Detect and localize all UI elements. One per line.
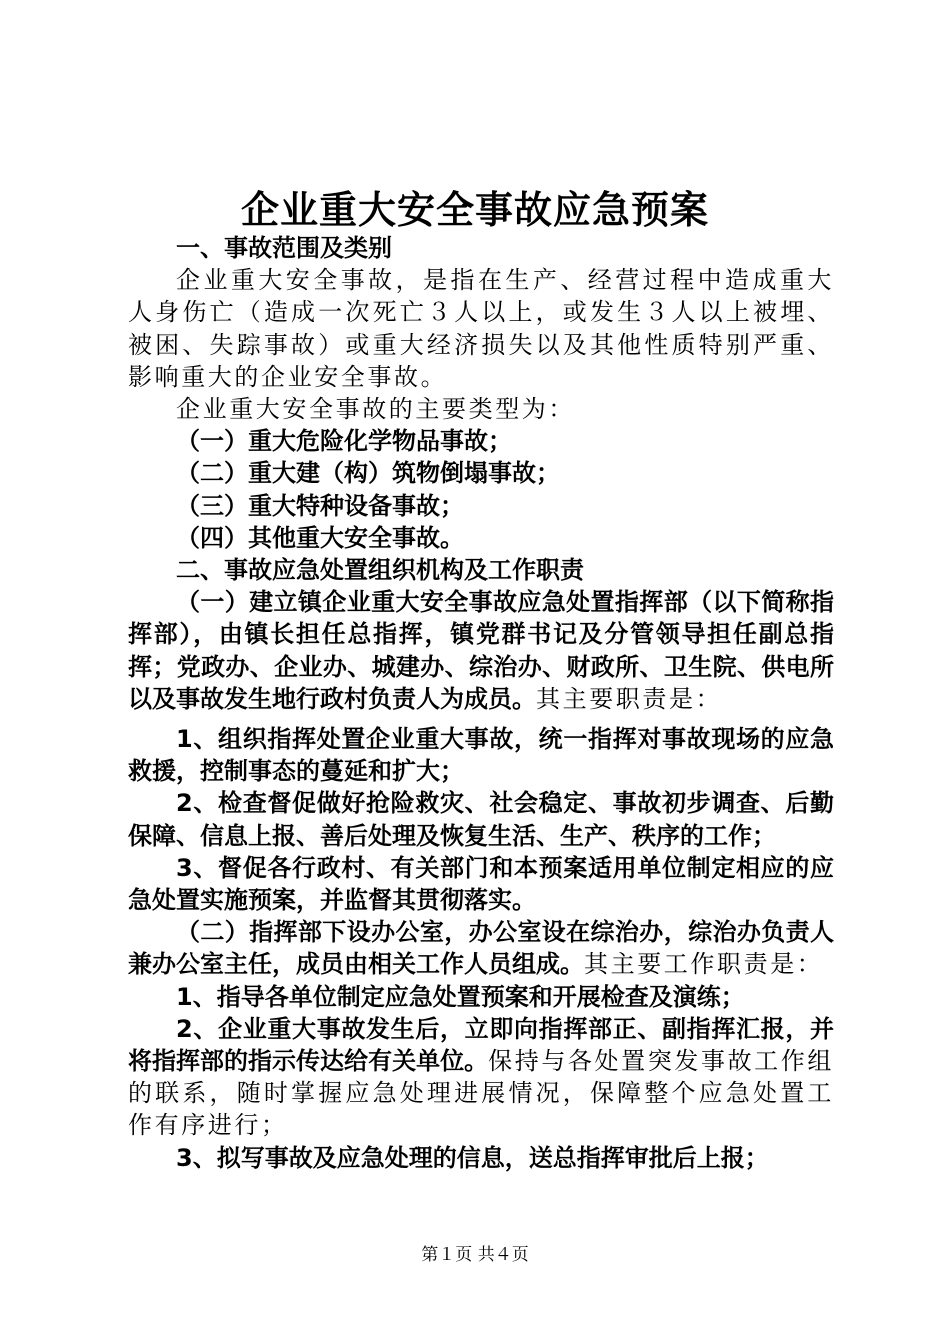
section-1-heading: 一、事故范围及类别 bbox=[176, 234, 392, 262]
duty-item-3: 3、督促各行政村、有关部门和本预案适用单位制定相应的应急处置实施预案，并监督其贯彻落实。 bbox=[128, 853, 834, 915]
section-1-paragraph-1: 企业重大安全事故，是指在生产、经营过程中造成重大人身伤亡（造成一次死亡３人以上，或发生３人以上被埋、被困、失踪事故）或重大经济损失以及其他性质特别严重、影响重大的企业安全事故。 bbox=[128, 266, 834, 391]
document-body bbox=[128, 232, 834, 1174]
section-2-paragraph-2 bbox=[128, 916, 834, 980]
document-title: 企业重大安全事故应急预案 bbox=[240, 187, 709, 232]
accident-type-2: （二）重大建（构）筑物倒塌事故； bbox=[176, 459, 560, 488]
section-2-paragraph-1-tail: 其主要职责是： bbox=[536, 684, 723, 713]
accident-type-4: （四）其他重大安全事故。 bbox=[176, 523, 464, 552]
office-duty-item-2 bbox=[128, 1013, 834, 1142]
section-2-paragraph-1-main: （一）建立镇企业重大安全事故应急处置指挥部（以下简称指挥部），由镇长担任总指挥，镇党群书记及分管领导担任副总指挥；党政办、企业办、城建办、综治办、财政所、卫生院、供电所以及事故发生地行政村负责人为成员。 bbox=[128, 588, 834, 713]
office-duty-item-1: 1、指导各单位制定应急处置预案和开展检查及演练； bbox=[176, 982, 745, 1011]
duty-item-1: 1、组织指挥处置企业重大事故，统一指挥对事故现场的应急救援，控制事态的蔓延和扩大； bbox=[128, 725, 834, 786]
section-2-paragraph-2-main: （二）指挥部下设办公室，办公室设在综治办，综治办负责人兼办公室主任，成员由相关工作人员组成。 bbox=[128, 918, 834, 979]
office-duty-item-2-main: 2、企业重大事故发生后，立即向指挥部正、副指挥汇报，并将指挥部的指示传达给有关单位。 bbox=[128, 1014, 834, 1076]
duty-item-2: 2、检查督促做好抢险救灾、社会稳定、事故初步调查、后勤保障、信息上报、善后处理及恢复生活、生产、秩序的工作； bbox=[128, 789, 834, 850]
section-1-paragraph-2: 企业重大安全事故的主要类型为： bbox=[176, 395, 575, 424]
office-duty-item-2-tail: 保持与各处置突发事故工作组的联系，随时掌握应急处理进展情况，保障整个应急处置工作有序进行； bbox=[128, 1047, 834, 1140]
page-number-footer: 第１页 共４页 bbox=[421, 1245, 529, 1265]
section-2-heading: 二、事故应急处置组织机构及工作职责 bbox=[176, 556, 584, 585]
section-2-paragraph-2-tail: 其主要工作职责是： bbox=[584, 950, 824, 979]
office-duty-item-3: 3、拟写事故及应急处理的信息，送总指挥审批后上报； bbox=[176, 1143, 769, 1172]
accident-type-3: （三）重大特种设备事故； bbox=[176, 491, 464, 520]
accident-type-1: （一）重大危险化学物品事故； bbox=[176, 427, 512, 456]
section-2-paragraph-1 bbox=[128, 586, 834, 715]
